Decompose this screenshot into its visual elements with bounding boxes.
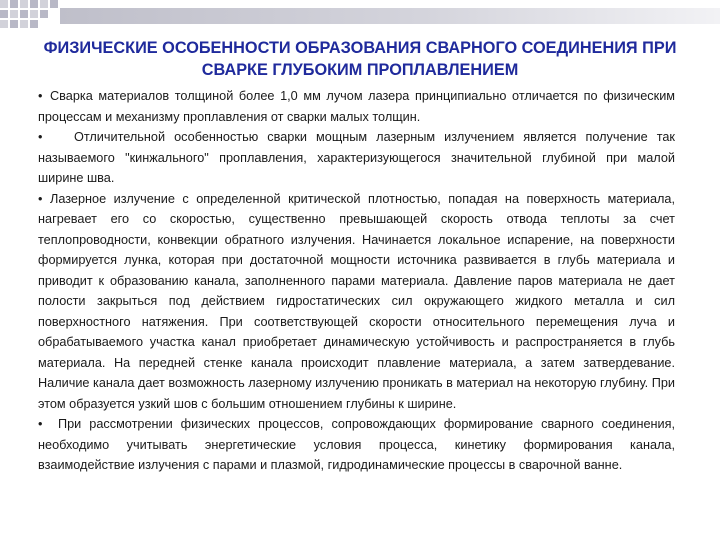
paragraph-text: Отличительной особенностью сварки мощным лазерным излучением является получение так называемого "кинжального" проплавления, характеризующегося значительной глубиной при малой ширине шва. xyxy=(38,130,675,185)
paragraph-text: Лазерное излучение с определенной критической плотностью, попадая на поверхность материала, нагревает его со скоростью, существенно превышающей скорость отвода теплоты за счет теплопроводности, конвекции обратного излучения. Начинается локальное испарение, на поверхности формируется лунка, которая при достаточной мощности источника развивается в глубь материала и приводит к образованию канала, заполненного парами материала. Давление паров материала не дает полости закрыться под действием гидростатических сил окружающего жидкого металла и сил поверхностного натяжения. При соответствующей скорости относительного перемещения луча и обрабатываемого участка канал приобретает динамическую устойчивость и распространяется в глубь материала. На передней стенке канала происходит плавление материала, а затем затвердевание. Наличие канала дает возможность лазерному излучению проникать в материал на некоторую глубину. При этом образуется узкий шов с большим отношением глубины к ширине. xyxy=(38,191,675,411)
paragraph-text: Сварка материалов толщиной более 1,0 мм лучом лазера принципиально отличается по физическим процессам и механизму проплавления от сварки малых толщин. xyxy=(38,89,675,124)
bullet-icon: • xyxy=(38,130,43,144)
bullet-icon: • xyxy=(38,191,43,206)
paragraph-text: При рассмотрении физических процессов, сопровождающих формирование сварного соединения, необходимо учитывать энергетические условия процесса, кинетику формирования канала, взаимодействие излучения с парами и плазмой, гидродинамические процессы в сварочной ванне. xyxy=(38,417,675,472)
title-line-2: СВАРКЕ ГЛУБОКИМ ПРОПЛАВЛЕНИЕМ xyxy=(201,61,519,79)
title-line-1: ФИЗИЧЕСКИЕ ОСОБЕННОСТИ ОБРАЗОВАНИЯ СВАРНОГО СОЕДИНЕНИЯ ПРИ xyxy=(43,39,677,57)
bullet-icon: • xyxy=(38,417,43,431)
bullet-icon: • xyxy=(38,89,43,103)
bullet-paragraph xyxy=(38,127,675,189)
bullet-paragraph xyxy=(38,414,675,476)
bullet-paragraph xyxy=(38,189,675,415)
bullet-paragraph xyxy=(38,86,675,127)
slide-title xyxy=(20,37,700,81)
decorative-gradient-band xyxy=(60,8,720,24)
slide-body xyxy=(38,86,675,476)
